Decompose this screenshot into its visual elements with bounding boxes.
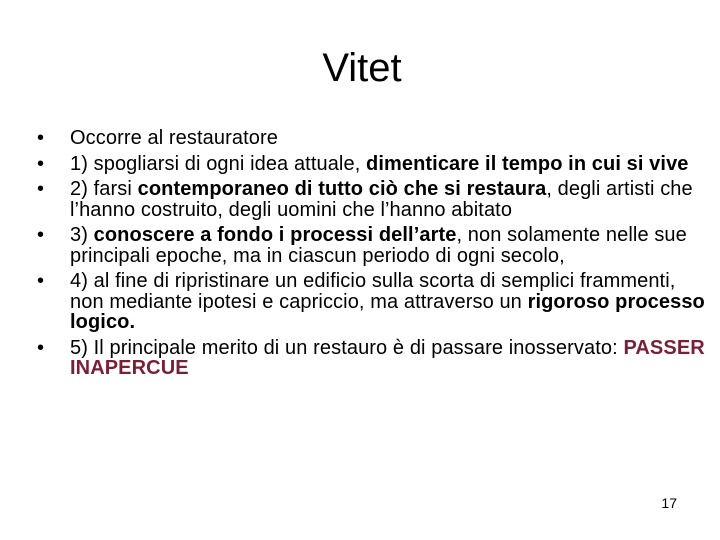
page-number: 17 xyxy=(661,495,677,511)
bullet-marker: • xyxy=(37,127,45,149)
bullet-item-6 xyxy=(37,338,707,379)
bullet-text: 1) spogliarsi di ogni idea attuale, xyxy=(70,152,367,175)
bullet-marker: • xyxy=(37,270,45,292)
slide-title: Vitet xyxy=(322,46,402,90)
bullet-text: , degli artisti che l’hanno costruito, degli uomini che l’hanno abitato xyxy=(70,178,693,221)
bullet-text: 2) farsi xyxy=(70,178,138,200)
bullet-text: , non solamente nelle sue principali epoche, ma in ciascun periodo di ogni secolo, xyxy=(70,224,687,267)
bullet-text: 3) xyxy=(70,224,94,246)
bullet-emphasis: conoscere a fondo i processi dell’arte xyxy=(93,224,457,246)
bullet-emphasis: rigoroso processo logico. xyxy=(70,290,705,333)
bullet-marker: • xyxy=(37,336,45,359)
bullet-item-5 xyxy=(37,271,707,333)
bullet-accent-text: PASSER INAPERCUE xyxy=(70,336,705,379)
bullet-emphasis: dimenticare il tempo in cui si vive xyxy=(366,152,689,175)
bullet-item-4 xyxy=(37,225,707,266)
bullet-item-1 xyxy=(37,128,707,149)
bullet-emphasis: contemporaneo di tutto ciò che si restaura xyxy=(137,178,547,200)
bullet-text: 4) al fine di ripristinare un edificio sulla scorta di semplici frammenti, non mediante ipotesi e capriccio, ma attraverso un xyxy=(70,270,676,313)
bullet-item-2 xyxy=(37,154,707,175)
bullet-item-3 xyxy=(37,179,707,220)
bullet-text: Occorre al restauratore xyxy=(70,127,278,149)
bullet-text: 5) Il principale merito di un restauro è di passare inosservato: xyxy=(70,336,624,359)
bullet-marker: • xyxy=(37,178,45,200)
bullet-marker: • xyxy=(37,152,45,175)
bullet-list xyxy=(37,128,707,384)
bullet-marker: • xyxy=(37,224,45,246)
